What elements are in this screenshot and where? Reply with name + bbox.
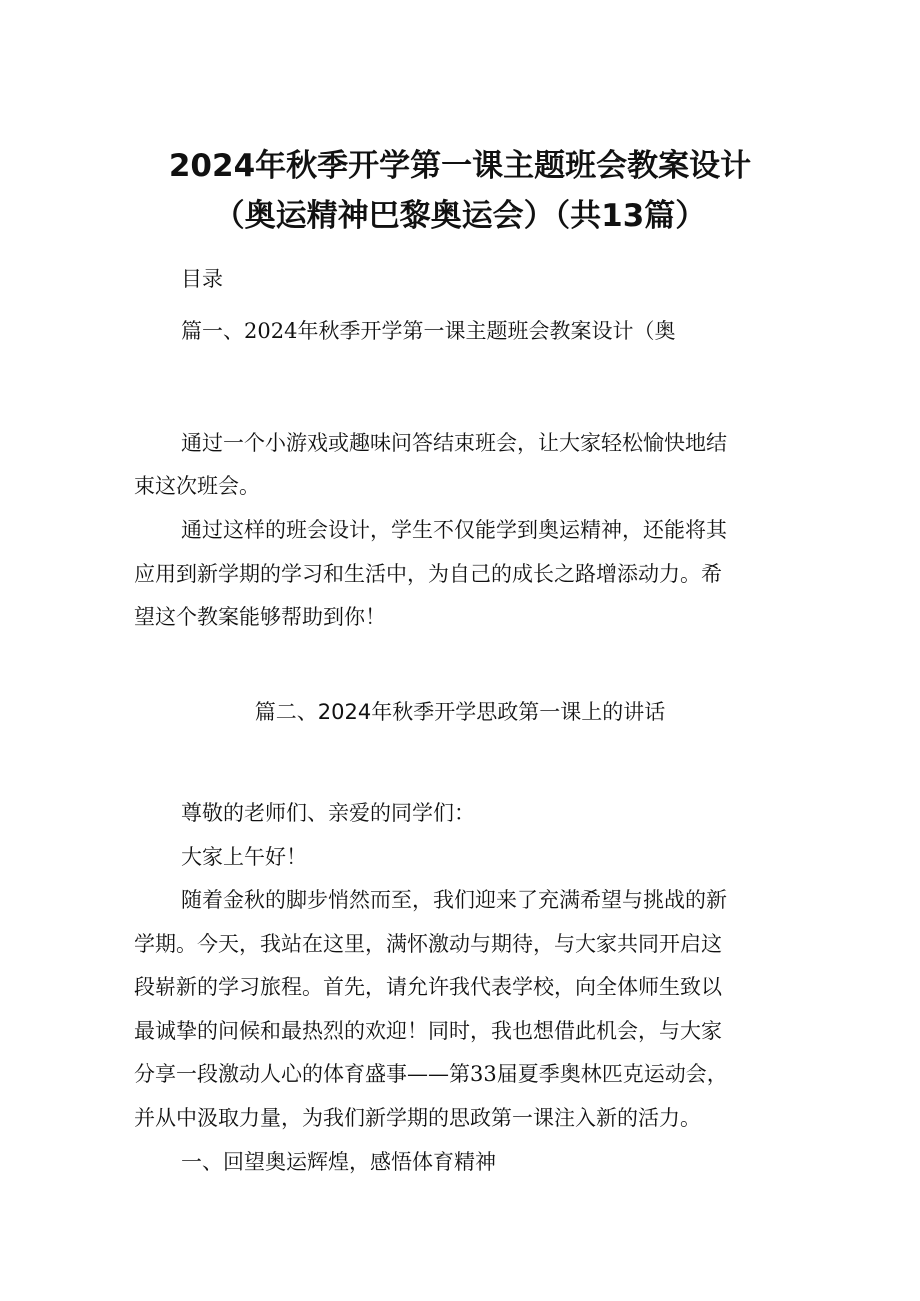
paragraph-2-line-2: 应用到新学期的学习和生活中，为自己的成长之路增添动力。希 — [134, 562, 722, 586]
document-title-line-1: 2024年秋季开学第一课主题班会教案设计 — [168, 148, 752, 184]
document-title-line-2: （奥运精神巴黎奥运会）（共13篇） — [213, 198, 707, 234]
greeting-line: 尊敬的老师们、亲爱的同学们： — [181, 801, 475, 825]
paragraph-2-line-1: 通过这样的班会设计，学生不仅能学到奥运精神，还能将其 — [181, 518, 727, 542]
paragraph-3-line-6: 并从中汲取力量，为我们新学期的思政第一课注入新的活力。 — [134, 1106, 701, 1130]
paragraph-3-line-3: 段崭新的学习旅程。首先，请允许我代表学校，向全体师生致以 — [134, 975, 722, 999]
paragraph-1-line-1: 通过一个小游戏或趣味问答结束班会，让大家轻松愉快地结 — [181, 431, 727, 455]
paragraph-1-line-2: 束这次班会。 — [134, 474, 260, 498]
paragraph-3-line-1: 随着金秋的脚步悄然而至，我们迎来了充满希望与挑战的新 — [181, 888, 727, 912]
paragraph-3-line-2: 学期。今天，我站在这里，满怀激动与期待，与大家共同开启这 — [134, 932, 722, 956]
paragraph-3-line-4: 最诚挚的问候和最热烈的欢迎！同时，我也想借此机会，与大家 — [134, 1019, 722, 1043]
paragraph-2-line-3: 望这个教案能够帮助到你！ — [134, 605, 386, 629]
paragraph-3-line-5: 分享一段激动人心的体育盛事——第33届夏季奥林匹克运动会， — [134, 1062, 728, 1086]
section-2-heading: 篇二、2024年秋季开学思政第一课上的讲话 — [254, 700, 666, 724]
toc-item-1: 篇一、2024年秋季开学第一课主题班会教案设计（奥 — [181, 319, 676, 343]
sub-heading-1: 一、回望奥运辉煌，感悟体育精神 — [181, 1150, 496, 1174]
greeting-line-2: 大家上午好！ — [181, 845, 307, 869]
toc-label: 目录 — [181, 267, 223, 291]
